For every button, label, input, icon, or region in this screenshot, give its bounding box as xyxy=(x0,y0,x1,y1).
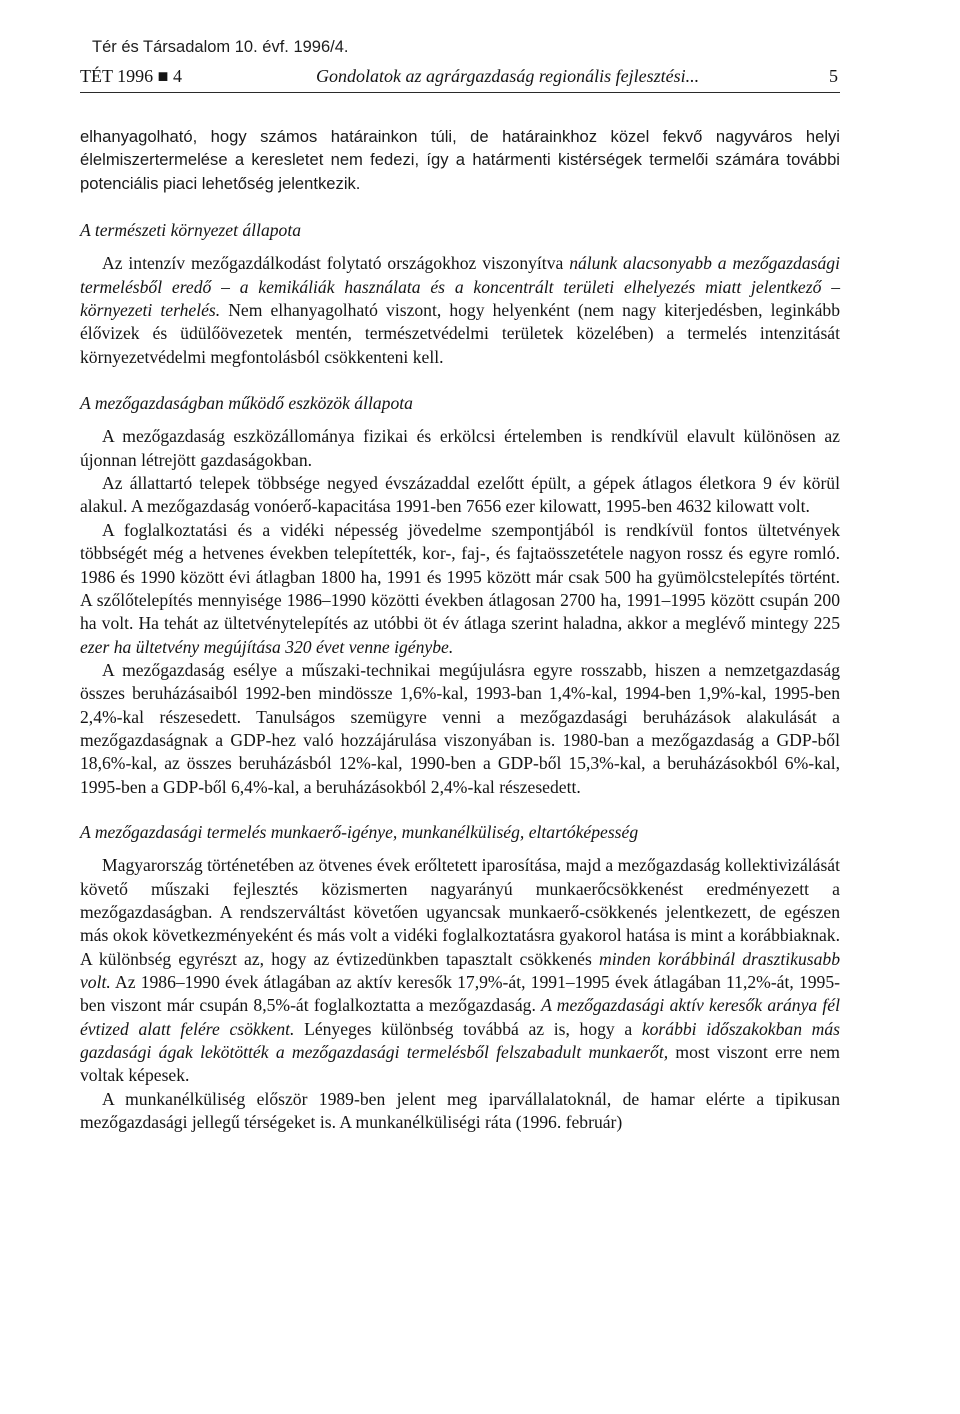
text-run: Magyarország történetében az ötvenes évek erőltetett iparosítása, majd a mezőgazdaság kollektivizálását követő műszaki fejlesztés közismerten nagyarányú munkaerőcsökkenést eredményezett a mezőgazdaságban. A rendszerváltást követően ugyancsak munkaerő-csökkenés jelentkezett, de egészen más okok következményeként és más volt a vidéki foglalkoztatásra gyakorol hatása is mint a korábbiaknak. A különbség egyrészt az, hogy az évtizedünkben tapasztalt csökkenés xyxy=(80,855,840,969)
paragraph-intro: elhanyagolható, hogy számos határainkon túli, de határainkhoz közel fekvő nagyváros helyi élelmiszertermelése a keresletet nem fedezi, így a határmenti kistérségek termelői számára további potenciális piaci lehetőség jelentkezik. xyxy=(80,127,840,193)
italic-run: nálunk alacsonyabb a mezőgazdasági termelésből eredő – a kemikáliák használata és a koncentrált területi elhelyezés miatt jelentkező – környezeti terhelés. xyxy=(80,253,840,321)
paragraph-labour-1 xyxy=(80,854,840,1087)
text-run: A foglalkoztatási és a vidéki népesség jövedelme szempontjából is rendkívül fontos ültetvények többségét még a hetvenes években telepítették, kor-, faj-, és fajtaösszetétele nagyon rossz és egyre romló. 1986 és 1990 között évi átlagban 1800 ha, 1991 és 1995 között már csak 500 ha gyümölcstelepítés történt. A szőlőtelepítés mennyisége 1986–1990 közötti években átlagosan 2700 ha, 1991–1995 között csupán 200 ha volt. Ha tehát az ültetvénytelepítés az utóbbi öt év átlaga szerint haladna, akkor a meglévő mintegy 225 xyxy=(80,519,840,634)
paragraph-assets-3 xyxy=(80,519,840,659)
section-heading-assets: A mezőgazdaságban működő eszközök állapota xyxy=(80,393,413,414)
paragraph-assets-1: A mezőgazdaság eszközállománya fizikai és erkölcsi értelemben is rendkívül elavult különösen az újonnan létrejött gazdaságokban. xyxy=(80,426,840,470)
text-run: Nem elhanyagolható viszont, hogy helyenként (nem nagy kiterjedésben, leginkább élővizek és üdülőövezetek mentén, természetvédelmi területek közelében) a termelés intenzitását környezetvédelmi megfontolásból csökkenteni kell. xyxy=(80,300,840,367)
running-head xyxy=(80,64,840,93)
source-line: Tér és Társadalom 10. évf. 1996/4. xyxy=(92,38,349,56)
article-title: Gondolatok az agrárgazdaság regionális fejlesztési... xyxy=(316,66,700,86)
text-run: Az intenzív mezőgazdálkodást folytató országokhoz viszonyítva xyxy=(102,253,570,274)
section-heading-environment: A természeti környezet állapota xyxy=(80,220,302,241)
section-heading-labour: A mezőgazdasági termelés munkaerő-igénye, munkanélküliség, eltartóképesség xyxy=(80,821,639,842)
italic-run: minden korábbinál drasztikusabb volt. xyxy=(80,948,840,992)
italic-run: ezer ha ültetvény megújítása 320 évet venne igénybe. xyxy=(80,636,454,657)
paragraph-assets-2: Az állattartó telepek többsége negyed évszázaddal ezelőtt épült, a gépek átlagos életkora 9 év körül alakul. A mezőgazdaság vonóerő-kapacitása 1991-ben 7656 ezer kilowatt, 1995-ben 4632 kilowatt volt. xyxy=(80,473,840,517)
paragraph-assets-4: A mezőgazdaság esélye a műszaki-technikai megújulásra egyre rosszabb, hiszen a nemzetgazdaság összes beruházásaiból 1992-ben mindössze 1,6%-kal, 1993-ban 1,4%-kal, 1994-ben 1,9%-kal, 1995-ben 2,4%-kal részesedett. Tanulságos szemügyre venni a mezőgazdasági beruházások alakulását a mezőgazdaságnak a GDP-hez való hozzájárulása viszonyában is. 1980-ban a mezőgazdaság a GDP-ből 18,6%-kal, az összes beruházásból 12%-kal, 1990-ben a GDP-ből 15,3%-kal, a beruházásokból 6%-kal, 1995-ben a GDP-ből 6,4%-kal, a beruházásokból 2,4%-kal részesedett. xyxy=(80,659,840,797)
italic-run: A mezőgazdasági aktív keresők aránya fél évtized alatt felére csökkent. xyxy=(80,995,841,1039)
journal-name: TÉT 1996 ■ 4 xyxy=(80,66,183,86)
paragraph-labour-2: A munkanélküliség először 1989-ben jelent meg iparvállalatoknál, de hamar elérte a tipikusan mezőgazdasági jellegű térségeket is. A munkanélküliségi ráta (1996. február) xyxy=(80,1088,840,1133)
page-number: 5 xyxy=(829,66,838,86)
text-run: most viszont erre nem voltak képesek. xyxy=(80,1042,840,1086)
text-run: Lényeges különbség továbbá az is, hogy a xyxy=(294,1018,642,1039)
text-run: Az 1986–1990 évek átlagában az aktív keresők 17,9%-át, 1991–1995 évek átlagában 11,2%-át, 1995-ben viszont már csupán 8,5%-át foglalkoztatta a mezőgazdaság. xyxy=(80,972,840,1016)
italic-run: korábbi időszakokban más gazdasági ágak lekötötték a mezőgazdasági termelésből felszabadult munkaerőt, xyxy=(80,1018,840,1063)
paragraph-environment xyxy=(80,252,840,369)
article-body xyxy=(80,125,840,1134)
